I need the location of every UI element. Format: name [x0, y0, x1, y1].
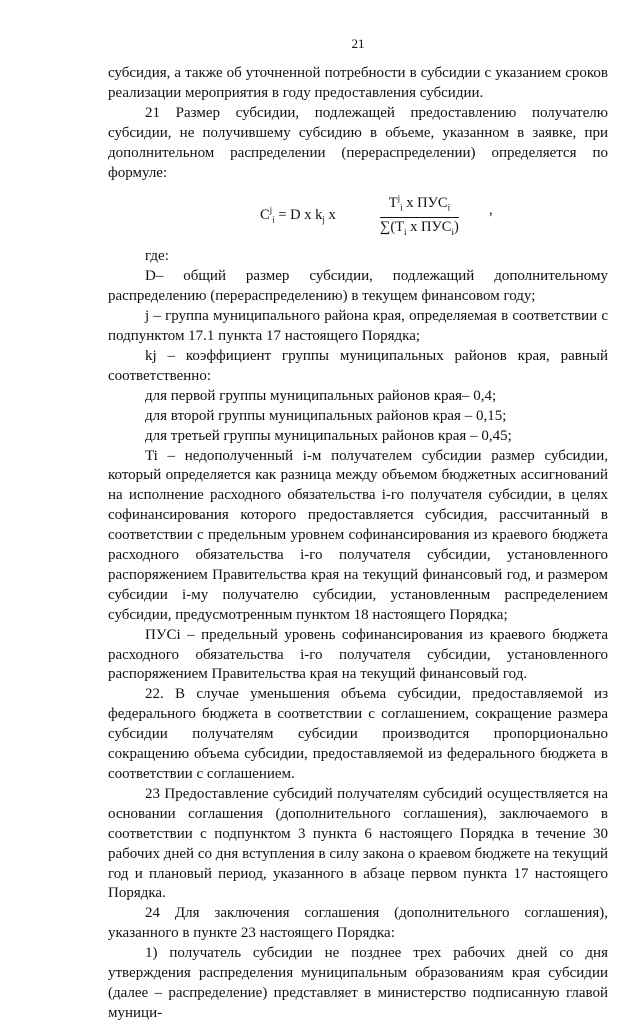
paragraph: 21 Размер субсидии, подлежащей предоставлению получателю субсидии, не получившему субсидию в объеме, указанном в заявке, при дополнительном распределении (перераспределении) определяется по формуле:	[108, 104, 608, 181]
paragraph: где:	[145, 248, 169, 265]
paragraph: j – группа муниципального района края, определяемая в соответствии с подпунктом 17.1 пункта 17 настоящего Порядка;	[108, 308, 608, 345]
formula-fraction	[380, 189, 459, 241]
paragraph: D– общий размер субсидии, подлежащий дополнительному распределению (перераспределению) в текущем финансовом году;	[108, 268, 608, 305]
paragraph: субсидия, а также об уточненной потребности в субсидии с указанием сроков реализации мероприятия в году предоставления субсидии.	[108, 65, 608, 101]
formula-comma: ,	[489, 202, 493, 219]
formula-lhs: $C^j_i = D$ x $k_j$ x	[260, 205, 336, 226]
paragraph: для первой группы муниципальных районов края– 0,4;	[145, 387, 497, 404]
paragraph: для третьей группы муниципальных районов края – 0,45;	[145, 427, 512, 444]
formula-numerator: $T^j_i$ x $ПУС_i$	[380, 189, 459, 218]
paragraph: 23 Предоставление субсидий получателям субсидий осуществляется на основании соглашения (дополнительного соглашения), заключаемого в соответствии с подпунктом 3 пункта 6 настоящего Порядка в течение 30 рабочих дней со дня вступления в силу закона о краевом бюджете на текущий год и плановый период, указанного в абзаце первом пункта 17 настоящего Порядка.	[108, 785, 608, 902]
formula	[108, 183, 608, 247]
formula-denominator: $\sum(T_i$ x $ПУС_i$)	[380, 219, 459, 238]
paragraph: 1) получатель субсидии не позднее трех рабочих дней со дня утверждения распределения муниципальным образованиям края субсидии (далее – распределение) представляет в министерство подписанную главой муници-	[108, 945, 608, 1021]
paragraph: ПУСi – предельный уровень софинансирования из краевого бюджета расходного обязательства i-го получателя субсидии, установленного распоряжением Правительства края на текущий финансовый год.	[108, 626, 608, 683]
paragraph: Ti – недополученный i-м получателем субсидии размер субсидии, который определяется как разница между объемом бюджетных ассигнований на исполнение расходного обязательства i-го получателя субсидии, в целях софинансирования которого предоставляется субсидия, рассчитанный в соответствии с предельным уровнем софинансирования из краевого бюджета расходного обязательства i-го получателя субсидии, установленного распоряжением Правительства края на текущий финансовый год, и размером субсидии i-му получателю субсидии, установленным распределением субсидии, предусмотренным пунктом 18 настоящего Порядка;	[108, 447, 608, 623]
paragraph: для второй группы муниципальных районов края – 0,15;	[145, 407, 507, 424]
page-number: 21	[351, 36, 365, 51]
paragraph: 22. В случае уменьшения объема субсидии, предоставляемой из федерального бюджета в соответствии с соглашением, сокращение размера субсидии получателям субсидии производится пропорционально сокращению объема субсидии, предоставляемой из федерального бюджета в соответствии с соглашением.	[108, 686, 608, 782]
paragraph: 24 Для заключения соглашения (дополнительного соглашения), указанного в пункте 23 настоящего Порядка:	[108, 905, 608, 942]
paragraph: kj – коэффициент группы муниципальных районов края, равный соответственно:	[108, 347, 608, 384]
body-text	[108, 64, 608, 1024]
